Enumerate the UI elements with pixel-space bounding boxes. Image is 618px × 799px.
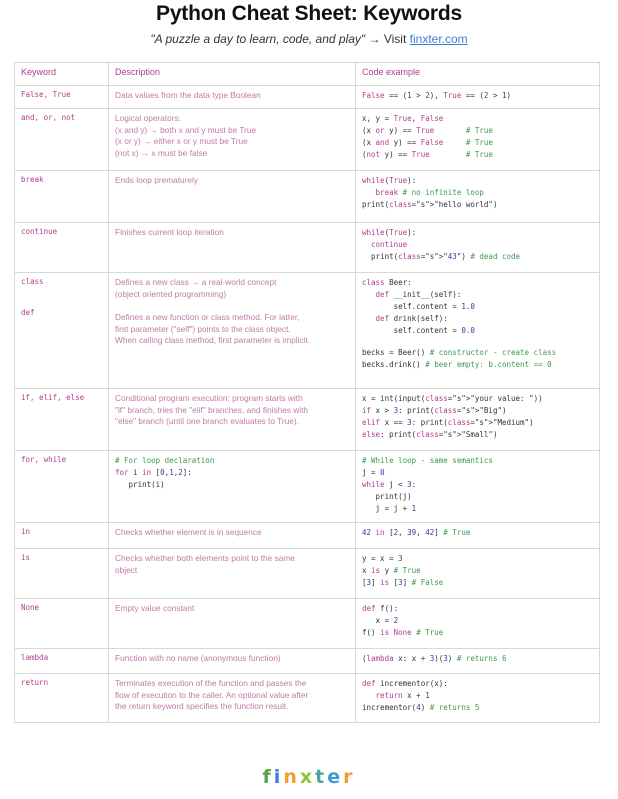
description-line: the return keyword specifies the function result. — [115, 701, 289, 711]
description-line: "else" branch (until one branch evaluates to True). — [115, 416, 299, 426]
keyword-cell — [15, 389, 109, 451]
code-example — [356, 389, 600, 451]
finxter-logo — [0, 766, 618, 788]
description-cell — [109, 86, 356, 109]
description-line: Defines a new class → a real-world concept — [115, 277, 277, 287]
code-line: self.content = 1.0 — [362, 302, 475, 311]
code-line: (x and y) == False # True — [362, 138, 493, 147]
code-example — [356, 223, 600, 273]
table-row — [15, 273, 600, 389]
code-example — [356, 523, 600, 549]
description-line: object — [115, 564, 138, 575]
code-line: return x + 1 — [375, 691, 430, 700]
page-title: Python Cheat Sheet: Keywords — [156, 2, 462, 25]
description-line: "if" branch, tries the "elif" branches, and finishes with — [115, 404, 309, 415]
description-line: Terminates execution of the function and passes the — [115, 678, 307, 688]
table-row — [15, 451, 600, 523]
keyword-label: and, or, not — [21, 113, 76, 122]
keyword-cell — [15, 599, 109, 649]
keyword-label: None — [21, 603, 40, 612]
keyword-cell — [15, 223, 109, 273]
description-line: Checks whether both elements point to the same — [115, 553, 295, 563]
code-line: else: print(class="s">"Small") — [362, 430, 498, 439]
table-row — [15, 223, 600, 273]
code-line: break # no infinite loop — [375, 188, 484, 197]
code-line: print(j) — [362, 492, 412, 501]
table-row — [15, 389, 600, 451]
description-cell — [109, 523, 356, 549]
keywords-table — [14, 62, 600, 723]
column-header-description: Description — [109, 63, 356, 86]
description-code — [109, 451, 356, 523]
table-row — [15, 599, 600, 649]
description-cell — [109, 649, 356, 674]
code-line: j = 0 — [362, 468, 385, 477]
keyword-label: return — [21, 678, 49, 687]
description-cell — [109, 171, 356, 223]
description-cell — [109, 674, 356, 723]
keyword-label: class — [21, 277, 44, 286]
code-line: (x or y) == True # True — [362, 126, 493, 135]
logo-letter: n — [283, 766, 300, 788]
keyword-cell — [15, 549, 109, 599]
description-line: flow of execution to the caller. An optional value after — [115, 689, 309, 700]
description-cell — [109, 109, 356, 171]
description-cell — [109, 273, 356, 389]
code-line: print(i) — [115, 480, 165, 489]
code-example — [356, 109, 600, 171]
keyword-cell — [15, 523, 109, 549]
description-line: Logical operators: — [115, 113, 181, 123]
code-line: incrementor(4) # returns 5 — [362, 703, 480, 712]
code-example — [356, 549, 600, 599]
description-line: (x and y) → both x and y must be True — [115, 124, 257, 135]
keyword-cell — [15, 273, 109, 389]
table-row — [15, 109, 600, 171]
code-line: x, y = True, False — [362, 114, 444, 123]
table-row — [15, 674, 600, 723]
code-line: class Beer: — [362, 278, 412, 287]
table-row — [15, 86, 600, 109]
code-line: def incrementor(x): — [362, 679, 448, 688]
description-cell — [109, 389, 356, 451]
code-line: False == (1 > 2), True == (2 > 1) — [362, 91, 512, 100]
description-cell — [109, 549, 356, 599]
code-example — [356, 273, 600, 389]
logo-letter: t — [315, 766, 328, 788]
code-line: j = j + 1 — [362, 504, 417, 513]
code-line: # While loop - same semantics — [362, 456, 493, 465]
keyword-label: if, elif, else — [21, 393, 85, 402]
description-line: When calling class method, first parameter is implicit. — [115, 335, 311, 345]
code-example — [356, 649, 600, 674]
code-line: x = int(input(class="s">"your value: ")) — [362, 394, 543, 403]
code-line: print(class="s">"43") # dead code — [362, 252, 521, 261]
table-row — [15, 523, 600, 549]
code-line: print(class="s">"hello world") — [362, 200, 498, 209]
code-example — [356, 451, 600, 523]
code-line: # For loop declaration — [115, 456, 215, 465]
description-line: Ends loop prematurely — [115, 175, 199, 185]
keyword-label: lambda — [21, 653, 49, 662]
table-header-row — [15, 63, 600, 86]
code-line: x is y # True — [362, 566, 421, 575]
description-line: Function with no name (anonymous function) — [115, 653, 281, 663]
table-row — [15, 649, 600, 674]
logo-letter: e — [327, 766, 344, 788]
spacer — [115, 300, 349, 312]
keyword-label: continue — [21, 227, 58, 236]
keyword-label: for, while — [21, 455, 67, 464]
code-line: [3] is [3] # False — [362, 578, 444, 587]
code-line: f() is None # True — [362, 628, 444, 637]
code-line: elif x == 3: print(class="s">"Medium") — [362, 418, 534, 427]
description-line: (not x) → x must be false — [115, 147, 208, 158]
code-line: if x > 3: print(class="s">"Big") — [362, 406, 507, 415]
keyword-cell — [15, 86, 109, 109]
column-header-keyword: Keyword — [15, 63, 109, 86]
logo-letter: x — [299, 766, 316, 788]
code-line: (lambda x: x + 3)(3) # returns 6 — [362, 654, 507, 663]
code-example — [356, 86, 600, 109]
code-line: while(True): — [362, 228, 417, 237]
code-line: becks.drink() # beer empty: b.content == 0 — [362, 360, 552, 369]
keyword-cell — [15, 171, 109, 223]
logo-letter: r — [343, 766, 356, 788]
keyword-cell — [15, 451, 109, 523]
code-example — [356, 674, 600, 723]
keyword-label: is — [21, 553, 31, 562]
table-row — [15, 171, 600, 223]
keyword-label: False, True — [21, 90, 71, 99]
visit-text: → Visit — [365, 32, 410, 46]
code-example — [356, 599, 600, 649]
code-line: self.content = 0.0 — [362, 326, 475, 335]
description-line: Checks whether element is in sequence — [115, 527, 262, 537]
code-line: while(True): — [362, 176, 417, 185]
code-line: def __init__(self): — [375, 290, 462, 299]
table-row — [15, 549, 600, 599]
finxter-link[interactable]: finxter.com — [409, 32, 468, 46]
description-cell — [109, 599, 356, 649]
column-header-code: Code example — [356, 63, 600, 86]
description-line: Defines a new function or class method. For latter, — [115, 312, 300, 322]
keyword-label: break — [21, 175, 44, 184]
code-example — [356, 171, 600, 223]
keyword-cell — [15, 674, 109, 723]
code-line: 42 in [2, 39, 42] # True — [362, 528, 471, 537]
description-line: first parameter ("self") points to the class object. — [115, 323, 291, 334]
description-line: (object oriented programming) — [115, 288, 227, 299]
description-line: Conditional program execution: program starts with — [115, 393, 303, 403]
logo-letter: f — [262, 766, 274, 788]
code-line: becks = Beer() # constructor - create class — [362, 348, 557, 357]
description-cell — [109, 223, 356, 273]
keyword-label: def — [21, 308, 35, 317]
code-line: def f(): — [362, 604, 399, 613]
tagline: "A puzzle a day to learn, code, and play" — [150, 32, 366, 46]
code-line: continue — [371, 240, 408, 249]
description-line: Data values from the data type Boolean — [115, 90, 261, 100]
code-line: while j < 3: — [362, 480, 417, 489]
description-line: (x or y) → either x or y must be True — [115, 136, 248, 146]
subtitle — [0, 32, 618, 46]
logo-letter: i — [273, 766, 284, 788]
description-line: Empty value constant — [115, 603, 195, 613]
keyword-label: in — [21, 527, 31, 536]
keyword-cell — [15, 649, 109, 674]
code-line: def drink(self): — [375, 314, 448, 323]
description-line: Finishes current loop iteration — [115, 227, 224, 237]
code-line — [362, 337, 593, 347]
code-line: y = x = 3 — [362, 554, 403, 563]
code-line: for i in [0,1,2]: — [115, 468, 192, 477]
code-line: x = 2 — [362, 616, 399, 625]
code-line: (not y) == True # True — [362, 150, 493, 159]
keyword-cell — [15, 109, 109, 171]
